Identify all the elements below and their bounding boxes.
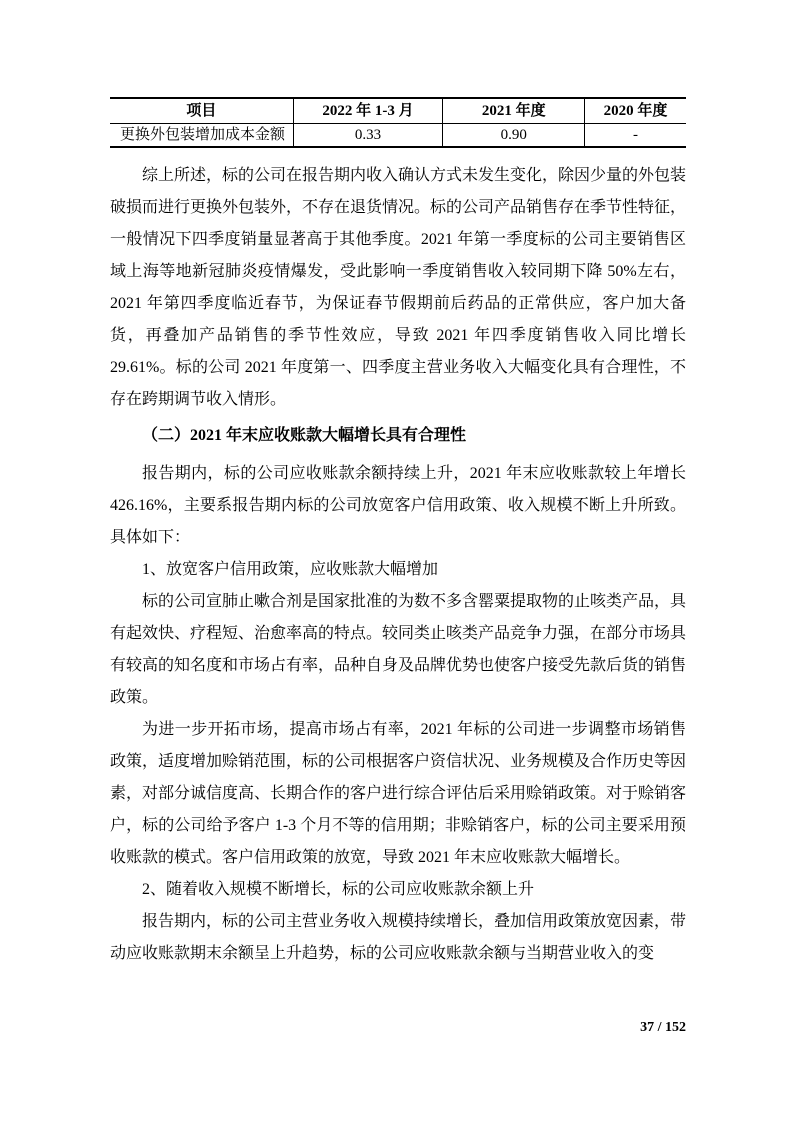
table-header-2022: 2022 年 1-3 月 (293, 98, 443, 124)
table-header-item: 项目 (110, 98, 293, 124)
paragraph-summary: 综上所述，标的公司在报告期内收入确认方式未发生变化，除因少量的外包装破损而进行更换外包装外，不存在退货情况。标的公司产品销售存在季节性特征，一般情况下四季度销量显著高于其他季度。2021 年第一季度标的公司主要销售区域上海等地新冠肺炎疫情爆发，受此影响一季度销售收入较同期下降 50%左右，2021 年第四季度临近春节，为保证春节假期前后药品的正常供应，客户加大备货，再叠加产品销售的季节性效应，导致 2021 年四季度销售收入同比增长 29.61%。标的公司 2021 年度第一、四季度主营业务收入大幅变化具有合理性，不存在跨期调节收入情形。 (110, 167, 687, 408)
cost-table (110, 97, 686, 148)
paragraph-growth: 报告期内，标的公司主营业务收入规模持续增长，叠加信用政策放宽因素，带动应收账款期末余额呈上升趋势，标的公司应收账款余额与当期营业收入的变 (110, 913, 687, 962)
subheading-credit-policy: 1、放宽客户信用政策，应收账款大幅增加 (142, 561, 439, 578)
paragraph-product: 标的公司宣肺止嗽合剂是国家批准的为数不多含罂粟提取物的止咳类产品，具有起效快、疗程短、治愈率高的特点。较同类止咳类产品竞争力强，在部分市场具有较高的知名度和市场占有率，品种自身及品牌优势也使客户接受先款后货的销售政策。 (110, 593, 687, 706)
paragraph-credit: 为进一步开拓市场，提高市场占有率，2021 年标的公司进一步调整市场销售政策，适度增加赊销范围，标的公司根据客户资信状况、业务规模及合作历史等因素，对部分诚信度高、长期合作的客户进行综合评估后采用赊销政策。对于赊销客户，标的公司给予客户 1-3 个月不等的信用期；非赊销客户，标的公司主要采用预收账款的模式。客户信用政策的放宽，导致 2021 年末应收账款大幅增长。 (110, 721, 687, 866)
table-header-2021: 2021 年度 (443, 98, 585, 124)
page-number: 37 / 152 (640, 1020, 686, 1035)
table-header-2020: 2020 年度 (585, 98, 686, 124)
paragraph-receivables: 报告期内，标的公司应收账款余额持续上升，2021 年末应收账款较上年增长 426.16%，主要系报告期内标的公司放宽客户信用政策、收入规模不断上升所致。具体如下： (110, 465, 686, 546)
table-cell-2021-value: 0.90 (443, 124, 585, 148)
table-header-row (110, 98, 686, 124)
table-cell-2020-value: - (585, 124, 686, 148)
table-cell-item: 更换外包装增加成本金额 (120, 127, 286, 143)
section-heading: （二）2021 年末应收账款大幅增长具有合理性 (142, 427, 467, 444)
table-cell-2022-value: 0.33 (293, 124, 443, 148)
subheading-revenue-growth: 2、随着收入规模不断增长，标的公司应收账款余额上升 (142, 881, 535, 898)
table-row (110, 124, 686, 148)
